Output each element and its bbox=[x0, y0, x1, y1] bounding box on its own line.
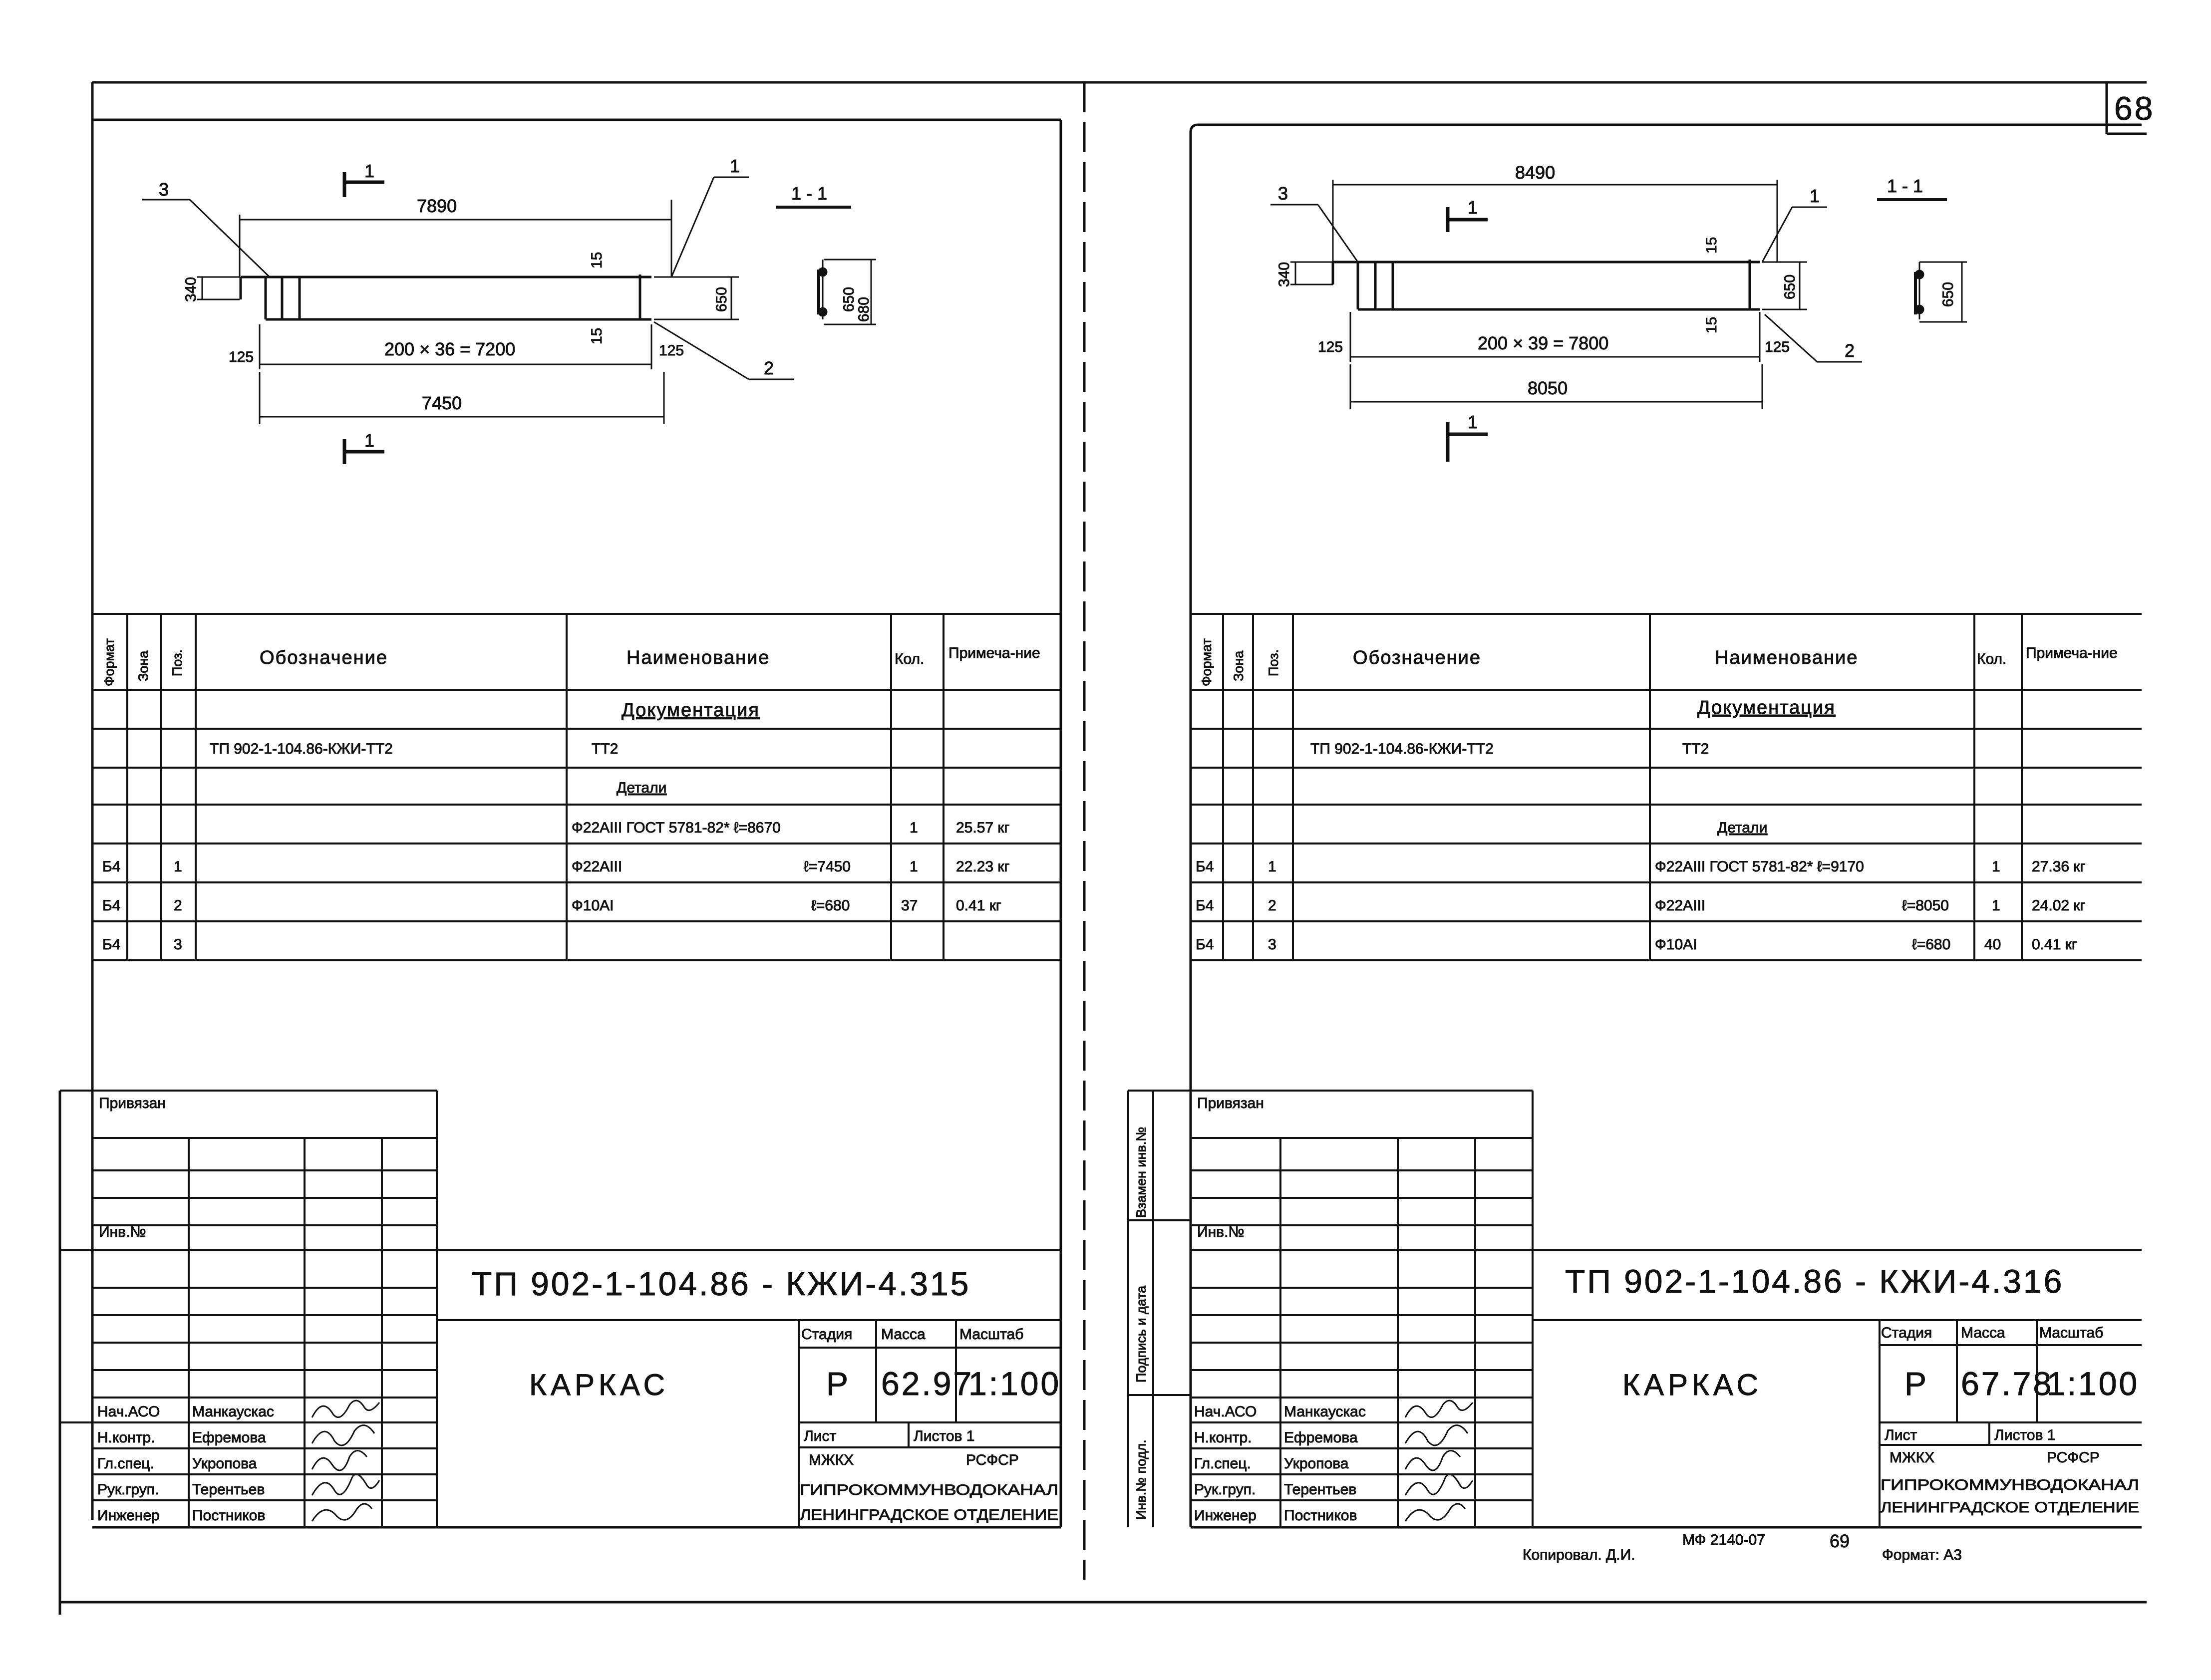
svg-text:Б4: Б4 bbox=[1196, 936, 1214, 953]
table-row bbox=[102, 936, 182, 953]
right-spec-rows bbox=[1196, 858, 2086, 953]
right-position-2: 2 bbox=[1845, 340, 1855, 361]
left-dim-bottom: 7450 bbox=[422, 393, 462, 413]
right-org-branch: ЛЕНИНГРАДСКОЕ ОТДЕЛЕНИЕ bbox=[1881, 1499, 2139, 1516]
right-doc-designation: ТП 902-1-104.86-КЖИ-ТТ2 bbox=[1310, 741, 1494, 757]
svg-text:ℓ=7450: ℓ=7450 bbox=[804, 858, 851, 875]
left-dimension-lines bbox=[197, 200, 739, 424]
list-item: Манкаускас bbox=[1284, 1403, 1366, 1420]
left-org-ministry: МЖКХ bbox=[809, 1452, 854, 1468]
left-inv-label: Инв.№ bbox=[99, 1224, 146, 1240]
left-head-qty: Кол. bbox=[895, 651, 925, 667]
svg-text:24.02 кг: 24.02 кг bbox=[2032, 897, 2086, 914]
outer-frame bbox=[60, 82, 2147, 1615]
left-document-code: ТП 902-1-104.86 - КЖИ-4.315 bbox=[472, 1265, 971, 1302]
list-item: Ефремова bbox=[192, 1429, 266, 1446]
page-number: 68 bbox=[2114, 90, 2155, 127]
right-dimension-lines bbox=[1290, 180, 1807, 409]
svg-text:40: 40 bbox=[1984, 936, 2001, 953]
left-section-dim-outer: 680 bbox=[856, 296, 872, 322]
right-doc-name: ТТ2 bbox=[1682, 741, 1709, 757]
svg-text:Б4: Б4 bbox=[1196, 897, 1214, 914]
right-stage-header: Стадия bbox=[1881, 1325, 1932, 1341]
svg-text:1: 1 bbox=[1992, 858, 2000, 875]
right-stage-value: Р bbox=[1904, 1365, 1929, 1402]
svg-text:1: 1 bbox=[1268, 858, 1276, 875]
left-org-institute: ГИПРОКОММУНВОДОКАНАЛ bbox=[800, 1482, 1058, 1498]
right-dim-spacing: 200 × 39 = 7800 bbox=[1478, 333, 1609, 353]
right-position-1: 1 bbox=[1810, 186, 1820, 206]
svg-text:Б4: Б4 bbox=[102, 897, 121, 914]
right-section-details: Детали bbox=[1717, 820, 1768, 836]
svg-text:Ф22АIII: Ф22АIII bbox=[1655, 897, 1706, 914]
left-org-republic: РСФСР bbox=[966, 1452, 1019, 1468]
right-section-bar-bottom bbox=[1915, 305, 1924, 314]
svg-text:Ф10АI: Ф10АI bbox=[572, 897, 614, 914]
right-dim-cover-top: 15 bbox=[1703, 237, 1720, 254]
right-section-documentation: Документация bbox=[1697, 697, 1836, 718]
left-bound-label: Привязан bbox=[99, 1095, 166, 1112]
svg-text:0.41 кг: 0.41 кг bbox=[956, 897, 1001, 914]
svg-text:25.57 кг: 25.57 кг bbox=[956, 820, 1010, 836]
left-spec-rows bbox=[102, 820, 1010, 953]
svg-text:22.23 кг: 22.23 кг bbox=[956, 858, 1010, 875]
svg-text:3: 3 bbox=[174, 936, 182, 953]
svg-text:27.36 кг: 27.36 кг bbox=[2032, 858, 2086, 875]
table-row bbox=[1196, 858, 2086, 875]
left-dim-end-right: 125 bbox=[659, 342, 684, 359]
list-item: Терентьев bbox=[192, 1481, 265, 1498]
left-dim-height-left: 340 bbox=[183, 277, 199, 302]
left-position-1: 1 bbox=[730, 156, 740, 176]
right-mass-value: 67.78 bbox=[1961, 1365, 2054, 1402]
copied-by: Копировал. Д.И. bbox=[1523, 1547, 1635, 1563]
list-item: Укропова bbox=[1284, 1455, 1349, 1472]
svg-text:1: 1 bbox=[910, 820, 918, 836]
right-scale-value: 1:100 bbox=[2047, 1365, 2140, 1402]
svg-text:1: 1 bbox=[910, 858, 918, 875]
svg-text:ℓ=680: ℓ=680 bbox=[1912, 936, 1951, 953]
table-row bbox=[102, 897, 1001, 914]
left-signatures bbox=[312, 1400, 379, 1521]
list-item: Гл.спец. bbox=[97, 1455, 154, 1472]
right-section-mark-bottom: 1 bbox=[1468, 412, 1478, 432]
left-section-bar-bottom bbox=[818, 307, 827, 316]
left-section-title: 1 - 1 bbox=[791, 183, 828, 204]
svg-text:Б4: Б4 bbox=[1196, 858, 1214, 875]
sheet-index: 69 bbox=[1830, 1531, 1850, 1551]
table-row bbox=[102, 858, 1010, 875]
right-section-dim-inner: 650 bbox=[1940, 281, 1956, 307]
left-position-3: 3 bbox=[159, 179, 169, 200]
right-bound-label: Привязан bbox=[1197, 1095, 1264, 1112]
left-sheet-label: Лист bbox=[804, 1428, 837, 1444]
svg-text:Б4: Б4 bbox=[102, 936, 121, 953]
left-section-bar-top bbox=[818, 268, 827, 277]
right-org-republic: РСФСР bbox=[2047, 1449, 2100, 1466]
right-position-3: 3 bbox=[1278, 183, 1288, 204]
list-item: Постников bbox=[1284, 1507, 1357, 1524]
right-head-zone: Зона bbox=[1231, 650, 1246, 681]
right-stamp-inv-orig: Инв.№ подл. bbox=[1134, 1439, 1149, 1520]
list-item: Манкаускас bbox=[192, 1403, 274, 1420]
list-item: Рук.груп. bbox=[97, 1481, 159, 1498]
svg-text:Ф22АIII ГОСТ 5781-82* ℓ=9170: Ф22АIII ГОСТ 5781-82* ℓ=9170 bbox=[1655, 858, 1864, 875]
right-head-pos: Поз. bbox=[1266, 649, 1281, 676]
list-item: Рук.груп. bbox=[1194, 1481, 1256, 1498]
right-sheet-label: Лист bbox=[1885, 1427, 1917, 1443]
right-dim-cover-bottom: 15 bbox=[1703, 316, 1720, 333]
left-mass-value: 62.97 bbox=[881, 1365, 974, 1402]
left-section-dim-inner: 650 bbox=[841, 286, 857, 312]
right-dim-height-right: 650 bbox=[1782, 274, 1798, 299]
right-head-note: Примеча-ние bbox=[2026, 645, 2118, 661]
right-head-designation: Обозначение bbox=[1353, 647, 1482, 668]
right-sheets-label: Листов 1 bbox=[1994, 1427, 2056, 1443]
left-section-documentation: Документация bbox=[622, 700, 760, 721]
right-dim-end-left: 125 bbox=[1318, 339, 1343, 355]
list-item: Инженер bbox=[1194, 1507, 1257, 1524]
left-section-details: Детали bbox=[617, 780, 667, 796]
svg-text:ℓ=8050: ℓ=8050 bbox=[1902, 897, 1949, 914]
left-stage-value: Р bbox=[826, 1365, 851, 1402]
right-signatures bbox=[1405, 1400, 1473, 1521]
left-section-mark-bottom: 1 bbox=[364, 430, 375, 451]
right-head-name: Наименование bbox=[1715, 647, 1859, 668]
right-dim-top: 8490 bbox=[1515, 162, 1556, 183]
right-frame-elevation bbox=[1333, 260, 1760, 309]
right-sheet-frame bbox=[1191, 125, 2142, 1527]
right-section-bar-top bbox=[1915, 270, 1924, 279]
left-dim-cover-top: 15 bbox=[589, 252, 605, 269]
left-scale-header: Масштаб bbox=[959, 1326, 1024, 1343]
left-dim-top: 7890 bbox=[417, 196, 457, 216]
right-mass-header: Масса bbox=[1961, 1325, 2005, 1341]
right-section-mark-top: 1 bbox=[1468, 197, 1478, 218]
svg-text:Ф10АI: Ф10АI bbox=[1655, 936, 1697, 953]
list-item: Терентьев bbox=[1284, 1481, 1357, 1498]
left-section-mark-top: 1 bbox=[364, 161, 375, 181]
left-doc-name: ТТ2 bbox=[592, 741, 619, 757]
svg-text:2: 2 bbox=[174, 897, 182, 914]
list-item: Постников bbox=[192, 1507, 266, 1524]
right-stamp-replace-inv: Взамен инв.№ bbox=[1134, 1126, 1149, 1218]
right-stamp-sign-date: Подпись и дата bbox=[1134, 1285, 1149, 1383]
left-dim-height-right: 650 bbox=[713, 286, 730, 312]
right-dim-height-left: 340 bbox=[1276, 262, 1292, 287]
list-item: Инженер bbox=[97, 1507, 160, 1524]
right-dim-bottom: 8050 bbox=[1528, 378, 1568, 398]
list-item: Нач.АСО bbox=[97, 1403, 160, 1420]
list-item: Укропова bbox=[192, 1455, 257, 1472]
svg-text:Ф22АIII: Ф22АIII bbox=[572, 858, 623, 875]
left-org-branch: ЛЕНИНГРАДСКОЕ ОТДЕЛЕНИЕ bbox=[800, 1507, 1058, 1523]
list-item: Гл.спец. bbox=[1194, 1455, 1251, 1472]
svg-text:3: 3 bbox=[1268, 936, 1276, 953]
right-titleblock-grid bbox=[1128, 1091, 2142, 1527]
left-mass-header: Масса bbox=[881, 1326, 926, 1343]
right-inv-label: Инв.№ bbox=[1197, 1224, 1245, 1240]
left-dim-end-left: 125 bbox=[229, 349, 254, 365]
right-dim-end-right: 125 bbox=[1765, 339, 1790, 355]
table-row bbox=[1196, 897, 2086, 914]
svg-text:0.41 кг: 0.41 кг bbox=[2032, 936, 2077, 953]
right-scale-header: Масштаб bbox=[2039, 1325, 2104, 1341]
left-title: КАРКАС bbox=[529, 1368, 669, 1401]
right-head-format: Формат bbox=[1199, 638, 1214, 686]
right-title: КАРКАС bbox=[1622, 1368, 1762, 1401]
left-position-2: 2 bbox=[764, 358, 774, 378]
svg-text:2: 2 bbox=[1268, 897, 1276, 914]
svg-text:1: 1 bbox=[174, 858, 182, 875]
svg-text:ℓ=680: ℓ=680 bbox=[811, 897, 850, 914]
left-doc-designation: ТП 902-1-104.86-КЖИ-ТТ2 bbox=[210, 741, 393, 757]
left-head-zone: Зона bbox=[136, 650, 151, 681]
right-head-qty: Кол. bbox=[1977, 651, 2007, 667]
right-org-institute: ГИПРОКОММУНВОДОКАНАЛ bbox=[1881, 1477, 2139, 1493]
list-item: Нач.АСО bbox=[1194, 1403, 1257, 1420]
list-item: Ефремова bbox=[1284, 1429, 1358, 1446]
left-head-note: Примеча-ние bbox=[948, 645, 1040, 661]
left-frame-elevation bbox=[241, 275, 651, 319]
svg-text:Ф22АIII ГОСТ 5781-82* ℓ=8670: Ф22АIII ГОСТ 5781-82* ℓ=8670 bbox=[572, 820, 781, 836]
svg-text:Б4: Б4 bbox=[102, 858, 121, 875]
right-document-code: ТП 902-1-104.86 - КЖИ-4.316 bbox=[1565, 1263, 2064, 1300]
format-label: Формат: А3 bbox=[1882, 1547, 1962, 1563]
svg-text:1: 1 bbox=[1992, 897, 2000, 914]
left-stage-header: Стадия bbox=[801, 1326, 853, 1343]
left-head-pos: Поз. bbox=[170, 649, 185, 676]
right-org-ministry: МЖКХ bbox=[1890, 1449, 1935, 1466]
left-head-name: Наименование bbox=[627, 647, 770, 668]
left-sheets-label: Листов 1 bbox=[914, 1428, 975, 1444]
list-item: Н.контр. bbox=[1194, 1429, 1252, 1446]
left-dim-spacing: 200 × 36 = 7200 bbox=[384, 339, 516, 359]
right-section-title: 1 - 1 bbox=[1887, 176, 1923, 196]
list-item: Н.контр. bbox=[97, 1429, 155, 1446]
left-head-format: Формат bbox=[102, 638, 117, 686]
left-dim-cover-bottom: 15 bbox=[589, 327, 605, 344]
left-scale-value: 1:100 bbox=[968, 1365, 1061, 1402]
left-head-designation: Обозначение bbox=[260, 647, 388, 668]
copy-code: МФ 2140-07 bbox=[1682, 1532, 1765, 1548]
svg-text:37: 37 bbox=[901, 897, 918, 914]
table-row bbox=[1196, 936, 2077, 953]
